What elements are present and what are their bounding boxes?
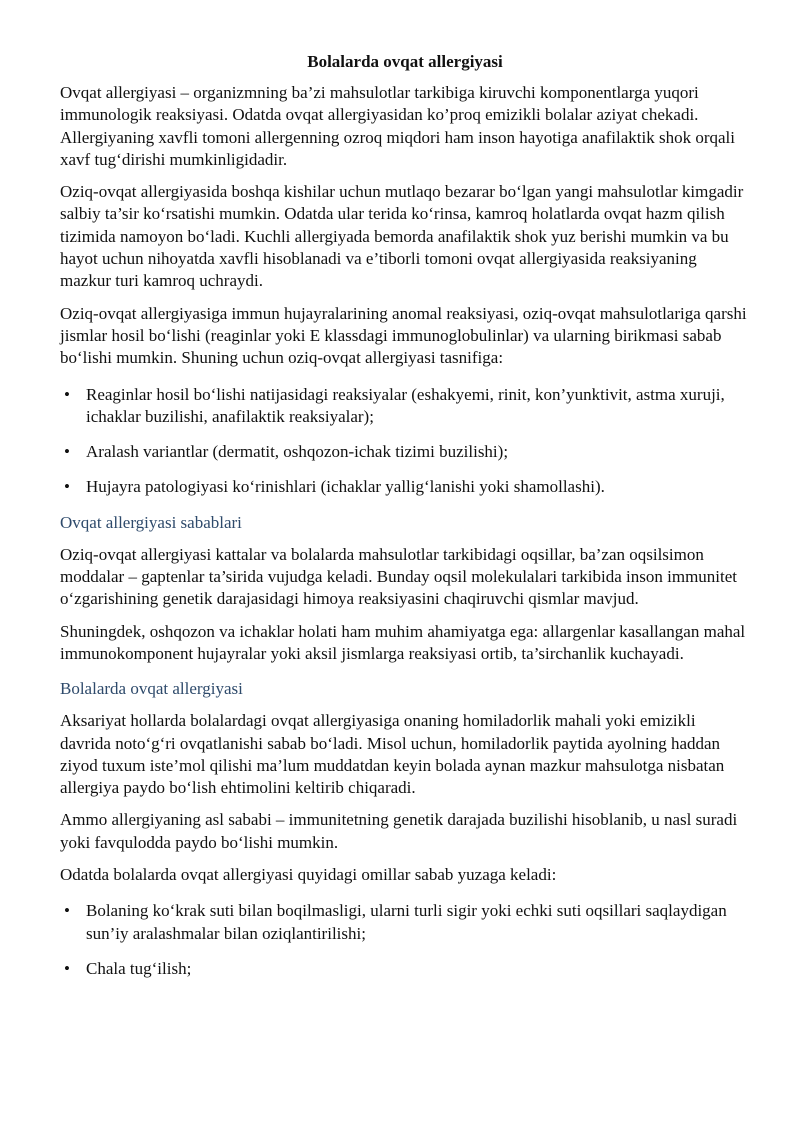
classification-list	[60, 384, 750, 499]
list-item	[60, 900, 750, 945]
children-paragraph: Aksariyat hollarda bolalardagi ovqat allergiyasiga onaning homiladorlik mahali yoki emizikli davrida noto‘g‘ri ovqatlanishi sabab bo‘ladi. Misol uchun, homiladorlik paytida ayolning haddan ziyod tuxum iste’mol qilishi ma’lum muddatdan keyin bolada aynan mazkur mahsulotga nisbatan allergiya paydo bo‘lish ehtimolini keltirib chiqaradi.	[60, 711, 725, 798]
list-item	[60, 476, 750, 498]
section-heading-children: Bolalarda ovqat allergiyasi	[60, 679, 243, 699]
document-title: Bolalarda ovqat allergiyasi	[307, 52, 503, 71]
causes-paragraph: Oziq-ovqat allergiyasi kattalar va bolalarda mahsulotlar tarkibidagi oqsillar, ba’zan oqsilsimon moddalar – gaptenlar ta’sirida vujudga keladi. Bunday oqsil molekulalari tarkibida inson immunitet o‘zgarishining genetik darajasidagi himoya reaksiyasini chaqiruvchi qismlar mavjud.	[60, 544, 738, 609]
list-item-text: Aralash variantlar (dermatit, oshqozon-ichak tizimi buzilishi);	[86, 442, 509, 462]
list-item-text: Bolaning ko‘krak suti bilan boqilmasligi, ularni turli sigir yoki echki suti oqsillari saqlaydigan sun’iy aralashmalar bilan oziqlantirilishi;	[86, 901, 727, 943]
factors-list	[60, 900, 750, 980]
list-item-text: Chala tug‘ilish;	[86, 958, 192, 978]
children-paragraph: Odatda bolalarda ovqat allergiyasi quyidagi omillar sabab yuzaga keladi:	[60, 865, 557, 885]
document-page	[60, 52, 750, 993]
bullet-icon: •	[64, 442, 70, 462]
intro-paragraph: Ovqat allergiyasi – organizmning ba’zi mahsulotlar tarkibiga kiruvchi komponentlarga yuqori immunologik reaksiyasi. Odatda ovqat allergiyasidan ko’proq emizikli bolalar aziyat chekadi. Allergiyaning xavfli tomoni allergenning ozroq miqdori ham inson hayotiga anafilaktik shok orqali xavf tug‘dirishi mumkinligidadir.	[60, 83, 735, 169]
list-item-text: Hujayra patologiyasi ko‘rinishlari (ichaklar yallig‘lanishi yoki shamollashi).	[86, 477, 605, 497]
list-item	[60, 958, 750, 980]
bullet-icon: •	[64, 901, 70, 921]
list-item	[60, 384, 750, 429]
children-paragraph: Ammo allergiyaning asl sababi – immunitetning genetik darajada buzilishi hisoblanib, u nasl suradi yoki favqulodda paydo bo‘lishi mumkin.	[60, 810, 738, 852]
intro-paragraph: Oziq-ovqat allergiyasida boshqa kishilar uchun mutlaqo bezarar bo‘lgan yangi mahsulotlar kimgadir salbiy ta’sir ko‘rsatishi mumkin. Odatda ular terida ko‘rinsa, kamroq holatlarda ovqat hazm qilish tizimida namoyon bo‘ladi. Kuchli allergiyada bemorda anafilaktik shok yuz berishi mumkin va bu hayot uchun nihoyatda xavfli hisoblanadi va e’tiborli tomoni ovqat allergiyasida reaksiyaning mazkur turi kamroq uchraydi.	[60, 182, 744, 291]
list-item-text: Reaginlar hosil bo‘lishi natijasidagi reaksiyalar (eshakyemi, rinit, kon’yunktivit, astma xuruji, ichaklar buzilishi, anafilaktik reaksiyalar);	[86, 384, 725, 426]
bullet-icon: •	[64, 958, 70, 978]
bullet-icon: •	[64, 384, 70, 404]
intro-paragraph: Oziq-ovqat allergiyasiga immun hujayralarining anomal reaksiyasi, oziq-ovqat mahsulotlariga qarshi jismlar hosil bo‘lishi (reaginlar yoki E klassdagi immunoglobulinlar) va ularning birikmasi sabab bo‘lishi mumkin. Shuning uchun oziq-ovqat allergiyasi tasnifiga:	[60, 303, 747, 368]
section-heading-causes: Ovqat allergiyasi sabablari	[60, 512, 242, 532]
causes-paragraph: Shuningdek, oshqozon va ichaklar holati ham muhim ahamiyatga ega: allargenlar kasallangan mahal immunokomponent hujayralar yoki aksil jismlarga reaksiyasi ortib, ta’sirchanlik kuchayadi.	[60, 621, 746, 663]
bullet-icon: •	[64, 477, 70, 497]
list-item	[60, 441, 750, 463]
